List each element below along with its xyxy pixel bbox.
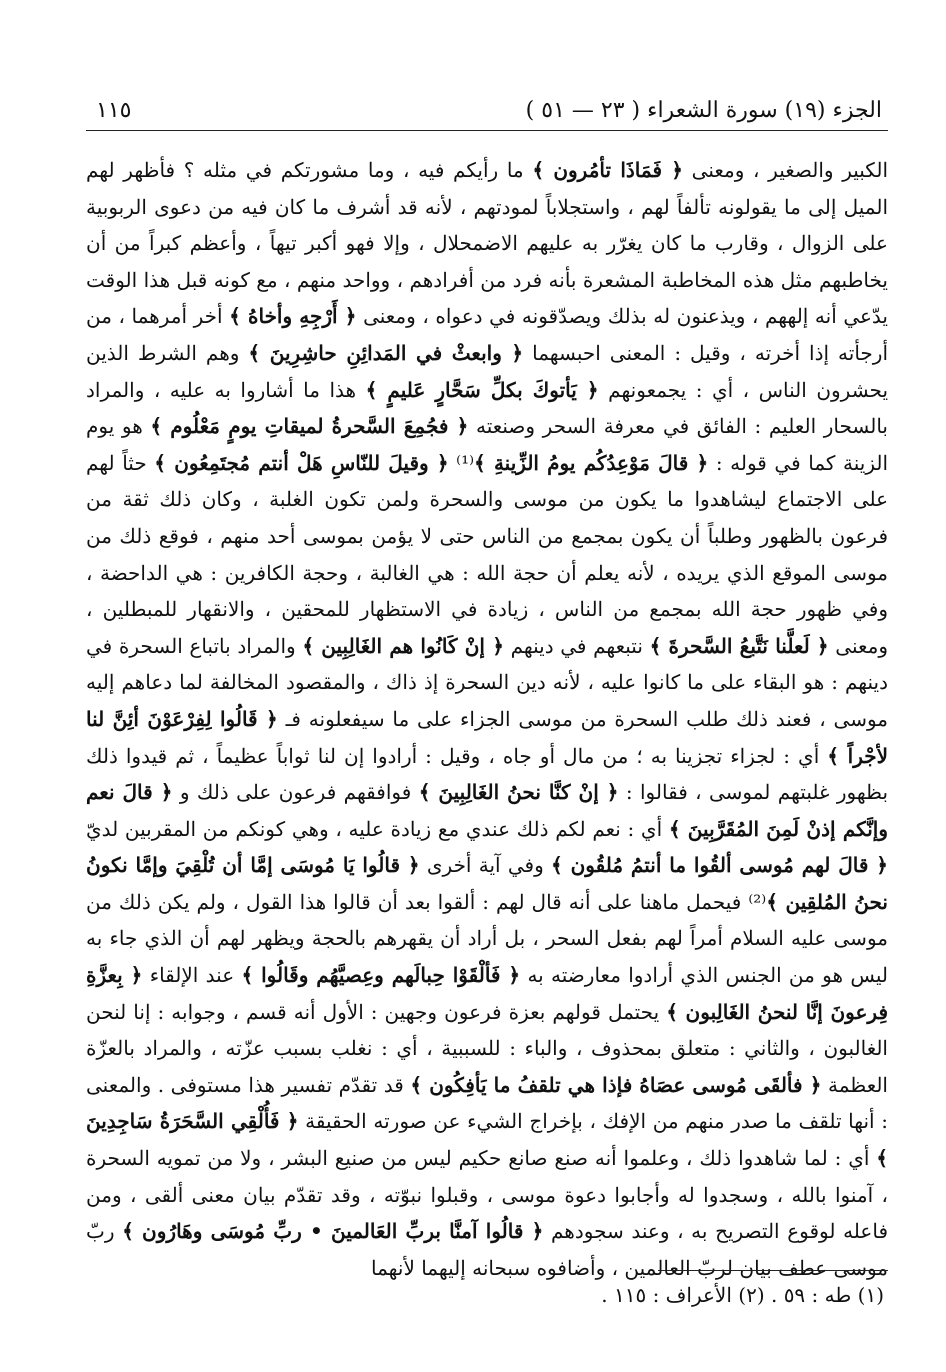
commentary-text: أي : لجزاء تجزينا به ؛ من مال أو جاه ، وقيل : أرادوا إن لنا ثواباً عظيماً ، ثم قيدوا ذلك بظهور غلبتهم لموسى ، فقالوا : <box>86 743 889 805</box>
commentary-text: أي : لما شاهدوا ذلك ، وعلموا أنه صنع صانع حكيم ليس من صنيع البشر ، ولا من تمويه السحرة ، آمنوا بالله ، وسجدوا له وأجابوا دعوة موسى ، وقبلوا نبوّته ، وقد تقدّم بيان معنى ألقى ، ومن فاعله لوقوع التصريح به ، وعند سجودهم <box>86 1146 889 1244</box>
commentary-text: يحتمل قولهم بعزة فرعون وجهين : الأول أنه قسم ، وجوابه : إنا لنحن الغالبون ، والثاني : متعلق بمحذوف ، والباء : للسببية ، أي : نغلب بسبب عزّته ، والمراد بالعزّة العظمة <box>86 999 888 1097</box>
quran-verse: ﴿ وابعثْ في المَدائِنِ حاشِرِينَ ﴾ <box>248 340 524 365</box>
quran-verse: ﴿ فجُمِعَ السَّحرةُ لميقاتِ يومٍ مَعْلُوم ﴾ <box>150 414 469 439</box>
commentary-text: قد تقدّم تفسير هذا مستوفى . والمعنى : أنها تلقف ما صدر منهم من الإفك ، بإخراج الشيء عن صورته الحقيقة <box>86 1072 889 1134</box>
footnote-marker: ⁽¹⁾ <box>456 450 475 475</box>
commentary-text: ما رأيكم فيه ، وما مشورتكم في مثله ؟ فأظهر لهم الميل إلى ما يقولونه تألفاً لهم ، واستجلاباً لمودتهم ، لأنه قد أشرف ما كان فيه من دعوى الربوبية على الزوال ، وقارب ما كان يغرّر به عليهم الاضمحلال ، وإلا فهو أكبر تيهاً ، وأعظم كبراً من أن يخاطبهم مثل هذه المخاطبة المشعرة بأنه فرد من أفرادهم ، وواحد منهم ، مع كونه قبل هذا الوقت يدّعي أنه إلههم ، ويذعنون له بذلك ويصدّقونه في دعواه ، ومعنى <box>86 158 888 329</box>
quran-verse: ﴿ وقيلَ للنّاسِ هَلْ أنتم مُجتَمِعُون ﴾ <box>154 450 449 475</box>
quran-verse: ﴿ قالُوا آمنَّا بربِّ العَالمينَ • ربِّ مُوسَى وهَارُون ﴾ <box>122 1219 544 1244</box>
commentary-text: الكبير والصغير ، ومعنى <box>691 158 889 182</box>
page-header <box>86 96 888 131</box>
quran-verse: ﴿ لَعلَّنا نَتَّبعُ السَّحرةَ ﴾ <box>649 633 829 658</box>
commentary-text: عند الإلقاء <box>149 963 235 988</box>
page-number: ١١٥ <box>96 98 132 123</box>
quran-verse: ﴿ إنْ كَانُوا هم الغَالِبِين ﴾ <box>302 633 504 658</box>
quran-verse: ﴿ فَأُلْقِي السَّحَرَةُ سَاجِدِينَ ﴾ <box>86 1109 889 1171</box>
commentary-text: والمراد باتباع السحرة في دينهم : هو البقاء على ما كانوا عليه ، لأنه دين السحرة إذ ذاك ، والمقصود المخالفة لما دعاهم إليه موسى ، فعند ذلك طلب السحرة من موسى الجزاء على ما سيفعلونه فـ <box>86 633 888 731</box>
quran-verse: ﴿ بِعزَّةِ فِرعونَ إنَّا لنحنُ الغَالِبون ﴾ <box>86 963 889 1024</box>
commentary-text: هو يوم الزينة كما في قوله : <box>86 414 889 475</box>
commentary-text: وهم الشرط الذين يحشرون الناس ، أي : يجمعونهم <box>86 340 889 402</box>
quran-verse: ﴿ قالُوا يَا مُوسَى إمَّا أن تُلْقِيَ وإمَّا نكونُ نحنُ المُلقِين ﴾ <box>86 853 888 914</box>
quran-verse: ﴿ أَرْجِهِ وأخاهُ ﴾ <box>229 304 357 329</box>
commentary-text: حثاً لهم على الاجتماع ليشاهدوا ما يكون من موسى والسحرة ولمن تكون الغلبة ، وكان ذلك ثقة من فرعون بالظهور وطلباً أن يكون بمجمع من الناس حتى لا يؤمن بموسى أحد منهم ، فوقع ذلك من موسى الموقع الذي يريده ، لأنه يعلم أن حجة الله : هي الغالبة ، وحجة الكافرين : هي الداحضة ، وفي ظهور حجة الله بمجمع من الناس ، زيادة في الاستظهار للمحقين ، والانقهار للمبطلين ، ومعنى <box>86 450 889 658</box>
commentary-text: فيحمل ماهنا على أنه قال لهم : ألقوا بعد أن قالوا هذا القول ، ولم يكن ذلك من موسى عليه السلام أمراً لهم بفعل السحر ، بل أراد أن يقهرهم بالحجة ويظهر لهم أن الذي جاء به ليس هو من الجنس الذي أرادوا معارضته به <box>86 889 888 988</box>
quran-verse: ﴿ فألقَى مُوسى عصَاهُ فإذا هي تلقفُ ما يَأفِكُون ﴾ <box>410 1072 822 1097</box>
body-text <box>86 152 889 1280</box>
commentary-text: ربّ موسى عطف بيان لربّ العالمين ، وأضافوه سبحانه إليهما لأنهما <box>86 1219 888 1280</box>
quran-verse: ﴿ قالَ مَوْعِدُكُم يومُ الزِّينةِ ﴾ <box>474 450 709 475</box>
quran-verse: ﴿ إنْ كنَّا نحنُ الغَالِبِينَ ﴾ <box>418 780 619 805</box>
quran-verse: ﴿ قَالُوا لِفِرْعَوْنَ أئِنَّ لنا لأجْراً ﴾ <box>86 706 889 768</box>
footnote-divider <box>658 1270 888 1271</box>
commentary-text: وفي آية أخرى <box>426 853 544 878</box>
quran-verse: ﴿ يَأتوكَ بكلِّ سَحَّارٍ عَليمٍ ﴾ <box>365 377 599 402</box>
commentary-text: أي : نعم لكم ذلك عندي مع زيادة عليه ، وهي كونكم من المقربين لديّ <box>86 816 663 841</box>
tafsir-paragraph <box>86 152 888 1286</box>
quran-verse: ﴿ فَألْقَوْا حِبالَهم وعِصيَّهُم وقَالُوا ﴾ <box>241 963 521 988</box>
footnote-marker: ⁽²⁾ <box>748 889 767 914</box>
commentary-text: هذا ما أشاروا به عليه ، والمراد بالسحار العليم : الفائق في معرفة السحر وصنعته <box>86 377 888 439</box>
commentary-text: نتبعهم في دينهم <box>510 633 643 658</box>
quran-verse: ﴿ قالَ نعم وإنَّكم إذنْ لَمِنَ المُقَرَّبِينَ ﴾ <box>86 780 888 841</box>
footnote: (١) طه : ٥٩ . (٢) الأعراف : ١١٥ . <box>601 1283 884 1307</box>
commentary-text: أخر أمرهما ، من أرجأته إذا أخرته ، وقيل : المعنى احبسهما <box>86 304 889 365</box>
running-head: الجزء (١٩) سورة الشعراء ( ٢٣ — ٥١ ) <box>525 98 882 123</box>
quran-verse: ﴿ فَمَاذَا تأمُرون ﴾ <box>532 158 683 182</box>
quran-verse: ﴿ قالَ لهم مُوسى ألقُوا ما أنتمُ مُلقُون ﴾ <box>551 853 889 878</box>
commentary-text: فوافقهم فرعون على ذلك و <box>179 780 412 805</box>
